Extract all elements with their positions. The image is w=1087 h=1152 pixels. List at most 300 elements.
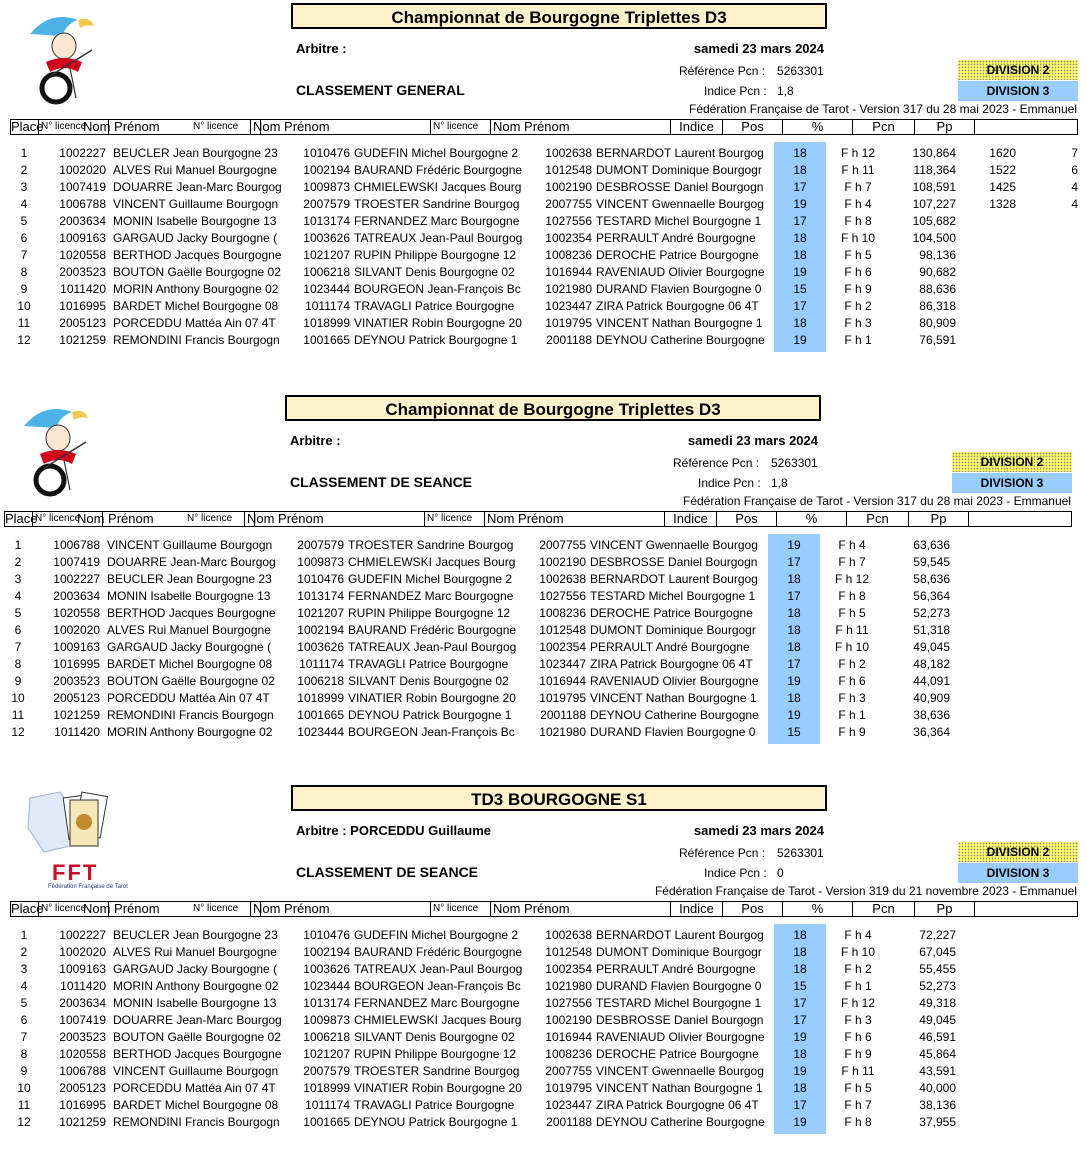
player-1-cell: PORCEDDU Mattéa Ain 07 4T (107, 691, 270, 705)
classement-heading: CLASSEMENT DE SEANCE (296, 864, 479, 880)
player-3-cell: DESBROSSE Daniel Bourgogn (596, 180, 764, 194)
licence-1-cell: 1002227 (59, 928, 106, 942)
licence-2-cell: 1023444 (303, 979, 350, 993)
position-cell: F h 9 (838, 725, 866, 739)
column-header: % (777, 512, 847, 526)
licence-1-cell: 2005123 (59, 316, 106, 330)
licence-1-cell: 2003523 (59, 1030, 106, 1044)
column-header: Pos (717, 512, 777, 526)
player-3-cell: BERNARDOT Laurent Bourgog (596, 146, 764, 160)
column-header: Pos (723, 120, 783, 134)
percentage-cell: 59,545 (913, 555, 950, 569)
licence-3-cell: 1021980 (545, 282, 592, 296)
player-3-cell: VINCENT Gwennaelle Bourgog (596, 1064, 764, 1078)
place-cell: 6 (20, 231, 28, 245)
table-row (10, 145, 1080, 162)
percentage-cell: 40,909 (913, 691, 950, 705)
player-3-cell: DUMONT Dominique Bourgogr (596, 945, 762, 959)
licence-3-cell: 1016944 (545, 265, 592, 279)
indice-cell: 18 (774, 162, 826, 179)
column-header: Place (11, 119, 44, 134)
federation-version: Fédération Française de Tarot - Version 317 du 28 mai 2023 - Emmanuel (689, 102, 1077, 116)
division-2-badge: DIVISION 2 (958, 60, 1078, 80)
place-cell: 5 (14, 606, 22, 620)
licence-3-cell: 1016944 (539, 674, 586, 688)
division-2-badge: DIVISION 2 (958, 842, 1078, 862)
indice-pcn-value: 1,8 (771, 476, 788, 490)
indice-cell: 19 (774, 196, 826, 213)
table-row (10, 1114, 1080, 1131)
column-header: Nom Prénom (245, 512, 425, 526)
player-2-cell: SILVANT Denis Bourgogne 02 (348, 674, 509, 688)
page-title: Championnat de Bourgogne Triplettes D3 (291, 3, 827, 29)
percentage-cell: 67,045 (919, 945, 956, 959)
indice-cell: 19 (774, 1029, 826, 1046)
player-2-cell: BOURGEON Jean-François Bc (348, 725, 515, 739)
player-1-cell: REMONDINI Francis Bourgogn (113, 333, 280, 347)
licence-2-cell: 1001665 (303, 333, 350, 347)
player-3-cell: DESBROSSE Daniel Bourgogn (596, 1013, 764, 1027)
player-3-cell: TESTARD Michel Bourgogne 1 (590, 589, 756, 603)
table-header (10, 119, 1078, 135)
table-row (10, 1012, 1080, 1029)
player-3-cell: DURAND Flavien Bourgogne 0 (590, 725, 756, 739)
position-cell: F h 1 (844, 333, 872, 347)
place-cell: 6 (20, 1013, 28, 1027)
position-cell: F h 7 (844, 180, 872, 194)
column-header: Nom Prénom (81, 120, 261, 134)
licence-1-cell: 1006788 (59, 197, 106, 211)
licence-2-cell: 2007579 (303, 197, 350, 211)
player-1-cell: PORCEDDU Mattéa Ain 07 4T (113, 316, 276, 330)
licence-1-cell: 1009163 (59, 231, 106, 245)
player-2-cell: BOURGEON Jean-François Bc (354, 282, 521, 296)
event-date: samedi 23 mars 2024 (687, 433, 818, 448)
licence-3-cell: 1019795 (545, 1081, 592, 1095)
position-cell: F h 5 (844, 248, 872, 262)
pcn-cell: 1328 (989, 197, 1016, 211)
place-cell: 11 (11, 708, 25, 722)
place-cell: 2 (20, 163, 28, 177)
pp-cell: 4 (1071, 180, 1078, 194)
player-3-cell: DURAND Flavien Bourgogne 0 (596, 979, 762, 993)
indice-cell: 18 (774, 927, 826, 944)
licence-3-cell: 1002354 (545, 962, 592, 976)
licence-1-cell: 2005123 (53, 691, 100, 705)
table-row (10, 230, 1080, 247)
reference-pcn-label: Référence Pcn : (673, 456, 760, 470)
licence-1-cell: 1009163 (59, 962, 106, 976)
place-cell: 12 (11, 725, 25, 739)
player-3-cell: DEROCHE Patrice Bourgogne (596, 1047, 759, 1061)
division-2-badge: DIVISION 2 (952, 452, 1072, 472)
percentage-cell: 72,227 (919, 928, 956, 942)
player-2-cell: VINATIER Robin Bourgogne 20 (354, 316, 522, 330)
federation-version: Fédération Française de Tarot - Version 319 du 21 novembre 2023 - Emmanuel (654, 884, 1077, 898)
licence-3-cell: 1002638 (545, 146, 592, 160)
licence-3-cell: 1002638 (539, 572, 586, 586)
indice-cell: 19 (768, 537, 820, 554)
table-row (4, 622, 1074, 639)
licence-2-cell: 1006218 (303, 265, 350, 279)
player-1-cell: BARDET Michel Bourgogne 08 (113, 299, 279, 313)
column-header: Pp (909, 512, 969, 526)
table-row (10, 315, 1080, 332)
licence-2-cell: 1010476 (303, 146, 350, 160)
player-1-cell: REMONDINI Francis Bourgogn (107, 708, 274, 722)
licence-2-cell: 1021207 (297, 606, 344, 620)
column-header: Pcn (847, 512, 909, 526)
player-2-cell: TROESTER Sandrine Bourgog (354, 197, 520, 211)
indice-cell: 18 (774, 230, 826, 247)
position-cell: F h 5 (844, 1081, 872, 1095)
licence-3-cell: 1023447 (545, 1098, 592, 1112)
player-3-cell: RAVENIAUD Olivier Bourgogne (596, 265, 765, 279)
table-row (10, 1080, 1080, 1097)
percentage-cell: 118,364 (913, 163, 956, 177)
place-cell: 7 (20, 248, 28, 262)
percentage-cell: 49,045 (919, 1013, 956, 1027)
indice-cell: 18 (768, 639, 820, 656)
position-cell: F h 9 (844, 282, 872, 296)
licence-1-cell: 1011420 (60, 282, 106, 296)
licence-1-cell: 1006788 (53, 538, 100, 552)
player-1-cell: BEUCLER Jean Bourgogne 23 (113, 146, 278, 160)
place-cell: 4 (20, 979, 28, 993)
player-3-cell: PERRAULT André Bourgogne (596, 231, 756, 245)
licence-1-cell: 2005123 (59, 1081, 106, 1095)
position-cell: F h 12 (834, 572, 870, 586)
pp-cell: 4 (1071, 197, 1078, 211)
table-row (10, 162, 1080, 179)
column-header: Nom Prénom (491, 120, 671, 134)
player-2-cell: BAURAND Frédéric Bourgogne (348, 623, 517, 637)
licence-1-cell: 1016995 (53, 657, 100, 671)
column-header: N° licence (39, 120, 109, 134)
licence-3-cell: 2007755 (545, 197, 592, 211)
licence-1-cell: 1002020 (59, 163, 106, 177)
reference-pcn-value: 5263301 (771, 456, 818, 470)
table-row (10, 944, 1080, 961)
place-cell: 3 (14, 572, 22, 586)
place-cell: 3 (20, 180, 28, 194)
player-3-cell: DESBROSSE Daniel Bourgogn (590, 555, 758, 569)
indice-pcn-label: Indice Pcn : (698, 476, 761, 490)
fft-logo-subtitle: Fédération Française de Tarot (48, 884, 128, 890)
licence-2-cell: 1018999 (297, 691, 344, 705)
player-2-cell: RUPIN Philippe Bourgogne 12 (354, 248, 517, 262)
player-2-cell: CHMIELEWSKI Jacques Bourg (354, 1013, 522, 1027)
table-row (4, 537, 1074, 554)
licence-2-cell: 1001665 (303, 1115, 350, 1129)
percentage-cell: 44,091 (913, 674, 950, 688)
table-row (4, 554, 1074, 571)
percentage-cell: 58,636 (913, 572, 950, 586)
licence-1-cell: 1016995 (59, 299, 106, 313)
licence-3-cell: 1002354 (539, 640, 586, 654)
indice-cell: 18 (774, 315, 826, 332)
indice-cell: 18 (774, 961, 826, 978)
indice-cell: 18 (768, 622, 820, 639)
position-cell: F h 1 (844, 979, 872, 993)
licence-1-cell: 1002227 (53, 572, 100, 586)
indice-cell: 18 (768, 571, 820, 588)
indice-cell: 19 (768, 673, 820, 690)
licence-1-cell: 1009163 (53, 640, 100, 654)
pp-cell: 6 (1071, 163, 1078, 177)
table-row (4, 690, 1074, 707)
player-3-cell: TESTARD Michel Bourgogne 1 (596, 996, 762, 1010)
position-cell: F h 12 (840, 146, 876, 160)
table-row (4, 724, 1074, 741)
player-3-cell: DUMONT Dominique Bourgogr (590, 623, 756, 637)
player-1-cell: PORCEDDU Mattéa Ain 07 4T (113, 1081, 276, 1095)
licence-1-cell: 1006788 (59, 1064, 106, 1078)
indice-cell: 18 (774, 1046, 826, 1063)
indice-cell: 17 (774, 1012, 826, 1029)
percentage-cell: 98,136 (919, 248, 956, 262)
percentage-cell: 46,591 (919, 1030, 956, 1044)
percentage-cell: 56,364 (913, 589, 950, 603)
position-cell: F h 6 (844, 265, 872, 279)
division-3-badge: DIVISION 3 (952, 473, 1072, 493)
licence-2-cell: 1003626 (303, 231, 350, 245)
classement-heading: CLASSEMENT DE SEANCE (290, 474, 473, 490)
licence-2-cell: 1009873 (303, 180, 350, 194)
percentage-cell: 49,045 (913, 640, 950, 654)
indice-cell: 19 (774, 1063, 826, 1080)
position-cell: F h 8 (844, 1115, 872, 1129)
licence-1-cell: 1020558 (59, 248, 106, 262)
place-cell: 9 (14, 674, 22, 688)
division-3-badge: DIVISION 3 (958, 863, 1078, 883)
licence-3-cell: 1021980 (539, 725, 586, 739)
indice-pcn-value: 1,8 (777, 84, 794, 98)
pcn-cell: 1620 (989, 146, 1016, 160)
licence-3-cell: 1002190 (539, 555, 586, 569)
indice-cell: 18 (774, 145, 826, 162)
place-cell: 1 (20, 146, 28, 160)
table-row (10, 298, 1080, 315)
position-cell: F h 11 (841, 1064, 875, 1078)
licence-3-cell: 1002354 (545, 231, 592, 245)
arbitre-label: Arbitre : (296, 41, 347, 56)
reference-pcn-label: Référence Pcn : (679, 846, 766, 860)
indice-cell: 17 (774, 298, 826, 315)
table-row (10, 961, 1080, 978)
percentage-cell: 51,318 (913, 623, 950, 637)
column-header: Indice (671, 120, 723, 134)
percentage-cell: 49,318 (919, 996, 956, 1010)
indice-cell: 19 (774, 1114, 826, 1131)
player-2-cell: TRAVAGLI Patrice Bourgogne (348, 657, 509, 671)
licence-2-cell: 1009873 (297, 555, 344, 569)
indice-cell: 15 (774, 978, 826, 995)
player-3-cell: DURAND Flavien Bourgogne 0 (596, 282, 762, 296)
licence-1-cell: 1007419 (59, 180, 106, 194)
table-row (10, 978, 1080, 995)
licence-2-cell: 1018999 (303, 316, 350, 330)
licence-2-cell: 1018999 (303, 1081, 350, 1095)
indice-cell: 15 (774, 281, 826, 298)
player-1-cell: VINCENT Guillaume Bourgogn (113, 1064, 279, 1078)
fft-logo (20, 788, 128, 890)
player-2-cell: FERNANDEZ Marc Bourgogne (348, 589, 514, 603)
tarot-jester-logo (20, 6, 116, 106)
player-1-cell: GARGAUD Jacky Bourgogne ( (107, 640, 272, 654)
player-3-cell: VINCENT Gwennaelle Bourgog (596, 197, 764, 211)
position-cell: F h 8 (838, 589, 866, 603)
player-3-cell: VINCENT Nathan Bourgogne 1 (590, 691, 757, 705)
player-2-cell: TROESTER Sandrine Bourgog (348, 538, 514, 552)
table-row (10, 281, 1080, 298)
player-3-cell: DEYNOU Catherine Bourgogne (590, 708, 759, 722)
indice-cell: 17 (768, 554, 820, 571)
percentage-cell: 38,136 (919, 1098, 956, 1112)
column-header: N° licence (431, 120, 491, 134)
licence-3-cell: 1008236 (545, 1047, 592, 1061)
ranking-table (10, 927, 1080, 1131)
position-cell: F h 5 (838, 606, 866, 620)
player-1-cell: BOUTON Gaëlle Bourgogne 02 (113, 1030, 281, 1044)
column-header: Place (11, 901, 44, 916)
licence-2-cell: 1013174 (297, 589, 344, 603)
indice-cell: 19 (768, 707, 820, 724)
player-3-cell: ZIRA Patrick Bourgogne 06 4T (590, 657, 753, 671)
player-3-cell: VINCENT Gwennaelle Bourgog (590, 538, 758, 552)
percentage-cell: 43,591 (919, 1064, 956, 1078)
place-cell: 8 (20, 265, 28, 279)
column-header: Nom Prénom (75, 512, 255, 526)
licence-1-cell: 1021259 (59, 333, 106, 347)
licence-3-cell: 1016944 (545, 1030, 592, 1044)
position-cell: F h 8 (844, 214, 872, 228)
position-cell: F h 9 (844, 1047, 872, 1061)
indice-pcn-label: Indice Pcn : (704, 84, 767, 98)
licence-3-cell: 1002190 (545, 1013, 592, 1027)
table-row (4, 571, 1074, 588)
indice-cell: 15 (768, 724, 820, 741)
position-cell: F h 2 (844, 299, 872, 313)
player-3-cell: BERNARDOT Laurent Bourgog (590, 572, 758, 586)
player-2-cell: DEYNOU Patrick Bourgogne 1 (354, 333, 518, 347)
lamandiere-tarot-logo (14, 398, 114, 498)
player-1-cell: BARDET Michel Bourgogne 08 (113, 1098, 279, 1112)
column-header: Nom Prénom (81, 902, 261, 916)
licence-1-cell: 1011420 (54, 725, 100, 739)
percentage-cell: 63,636 (913, 538, 950, 552)
indice-cell: 19 (774, 332, 826, 349)
place-cell: 1 (20, 928, 28, 942)
player-2-cell: SILVANT Denis Bourgogne 02 (354, 1030, 515, 1044)
player-2-cell: BAURAND Frédéric Bourgogne (354, 163, 523, 177)
position-cell: F h 6 (844, 1030, 872, 1044)
lamandiere-tarot-logo (20, 6, 120, 106)
page-title: TD3 BOURGOGNE S1 (291, 785, 827, 811)
licence-1-cell: 1002020 (53, 623, 100, 637)
place-cell: 9 (20, 1064, 28, 1078)
player-2-cell: FERNANDEZ Marc Bourgogne (354, 214, 520, 228)
page-title: Championnat de Bourgogne Triplettes D3 (285, 395, 821, 421)
licence-3-cell: 1019795 (545, 316, 592, 330)
percentage-cell: 130,864 (912, 146, 956, 160)
percentage-cell: 52,273 (913, 606, 950, 620)
tarot-jester-logo (14, 398, 110, 498)
licence-1-cell: 1016995 (59, 1098, 106, 1112)
indice-cell: 17 (774, 179, 826, 196)
percentage-cell: 86,318 (919, 299, 956, 313)
player-3-cell: VINCENT Nathan Bourgogne 1 (596, 316, 763, 330)
table-row (4, 605, 1074, 622)
player-3-cell: PERRAULT André Bourgogne (596, 962, 756, 976)
player-2-cell: RUPIN Philippe Bourgogne 12 (348, 606, 511, 620)
table-row (4, 707, 1074, 724)
position-cell: F h 1 (838, 708, 866, 722)
ranking-section (0, 392, 1087, 762)
indice-cell: 17 (774, 213, 826, 230)
column-header: N° licence (185, 512, 245, 526)
column-header: % (783, 120, 853, 134)
player-1-cell: ALVES Rui Manuel Bourgogne (113, 945, 277, 959)
table-row (4, 588, 1074, 605)
position-cell: F h 3 (844, 316, 872, 330)
player-3-cell: ZIRA Patrick Bourgogne 06 4T (596, 299, 759, 313)
player-3-cell: DEROCHE Patrice Bourgogne (596, 248, 759, 262)
place-cell: 10 (17, 1081, 31, 1095)
column-header: Pos (723, 902, 783, 916)
percentage-cell: 52,273 (919, 979, 956, 993)
licence-2-cell: 1013174 (303, 996, 350, 1010)
licence-3-cell: 1023447 (539, 657, 586, 671)
player-3-cell: TESTARD Michel Bourgogne 1 (596, 214, 762, 228)
column-header: Indice (671, 902, 723, 916)
indice-cell: 18 (774, 944, 826, 961)
position-cell: F h 11 (841, 163, 875, 177)
licence-1-cell: 2003634 (53, 589, 100, 603)
percentage-cell: 104,500 (912, 231, 956, 245)
division-3-badge: DIVISION 3 (958, 81, 1078, 101)
licence-3-cell: 1023447 (545, 299, 592, 313)
player-1-cell: GARGAUD Jacky Bourgogne ( (113, 962, 278, 976)
place-cell: 5 (20, 214, 28, 228)
licence-1-cell: 1002227 (59, 146, 106, 160)
licence-1-cell: 1020558 (53, 606, 100, 620)
player-2-cell: TRAVAGLI Patrice Bourgogne (354, 299, 515, 313)
position-cell: F h 2 (844, 962, 872, 976)
licence-3-cell: 1021980 (545, 979, 592, 993)
player-1-cell: DOUARRE Jean-Marc Bourgog (113, 180, 282, 194)
licence-2-cell: 1011174 (305, 299, 350, 313)
licence-1-cell: 2003634 (59, 996, 106, 1010)
position-cell: F h 3 (844, 1013, 872, 1027)
licence-3-cell: 2001188 (540, 708, 586, 722)
percentage-cell: 38,636 (913, 708, 950, 722)
table-row (4, 656, 1074, 673)
pcn-cell: 1425 (989, 180, 1016, 194)
licence-2-cell: 1023444 (297, 725, 344, 739)
player-2-cell: FERNANDEZ Marc Bourgogne (354, 996, 520, 1010)
licence-2-cell: 1023444 (303, 282, 350, 296)
player-1-cell: BOUTON Gaëlle Bourgogne 02 (107, 674, 275, 688)
licence-2-cell: 1013174 (303, 214, 350, 228)
reference-pcn-label: Référence Pcn : (679, 64, 766, 78)
player-3-cell: RAVENIAUD Olivier Bourgogne (596, 1030, 765, 1044)
place-cell: 9 (20, 282, 28, 296)
indice-cell: 18 (774, 247, 826, 264)
place-cell: 4 (20, 197, 28, 211)
place-cell: 8 (14, 657, 22, 671)
position-cell: F h 10 (840, 231, 876, 245)
